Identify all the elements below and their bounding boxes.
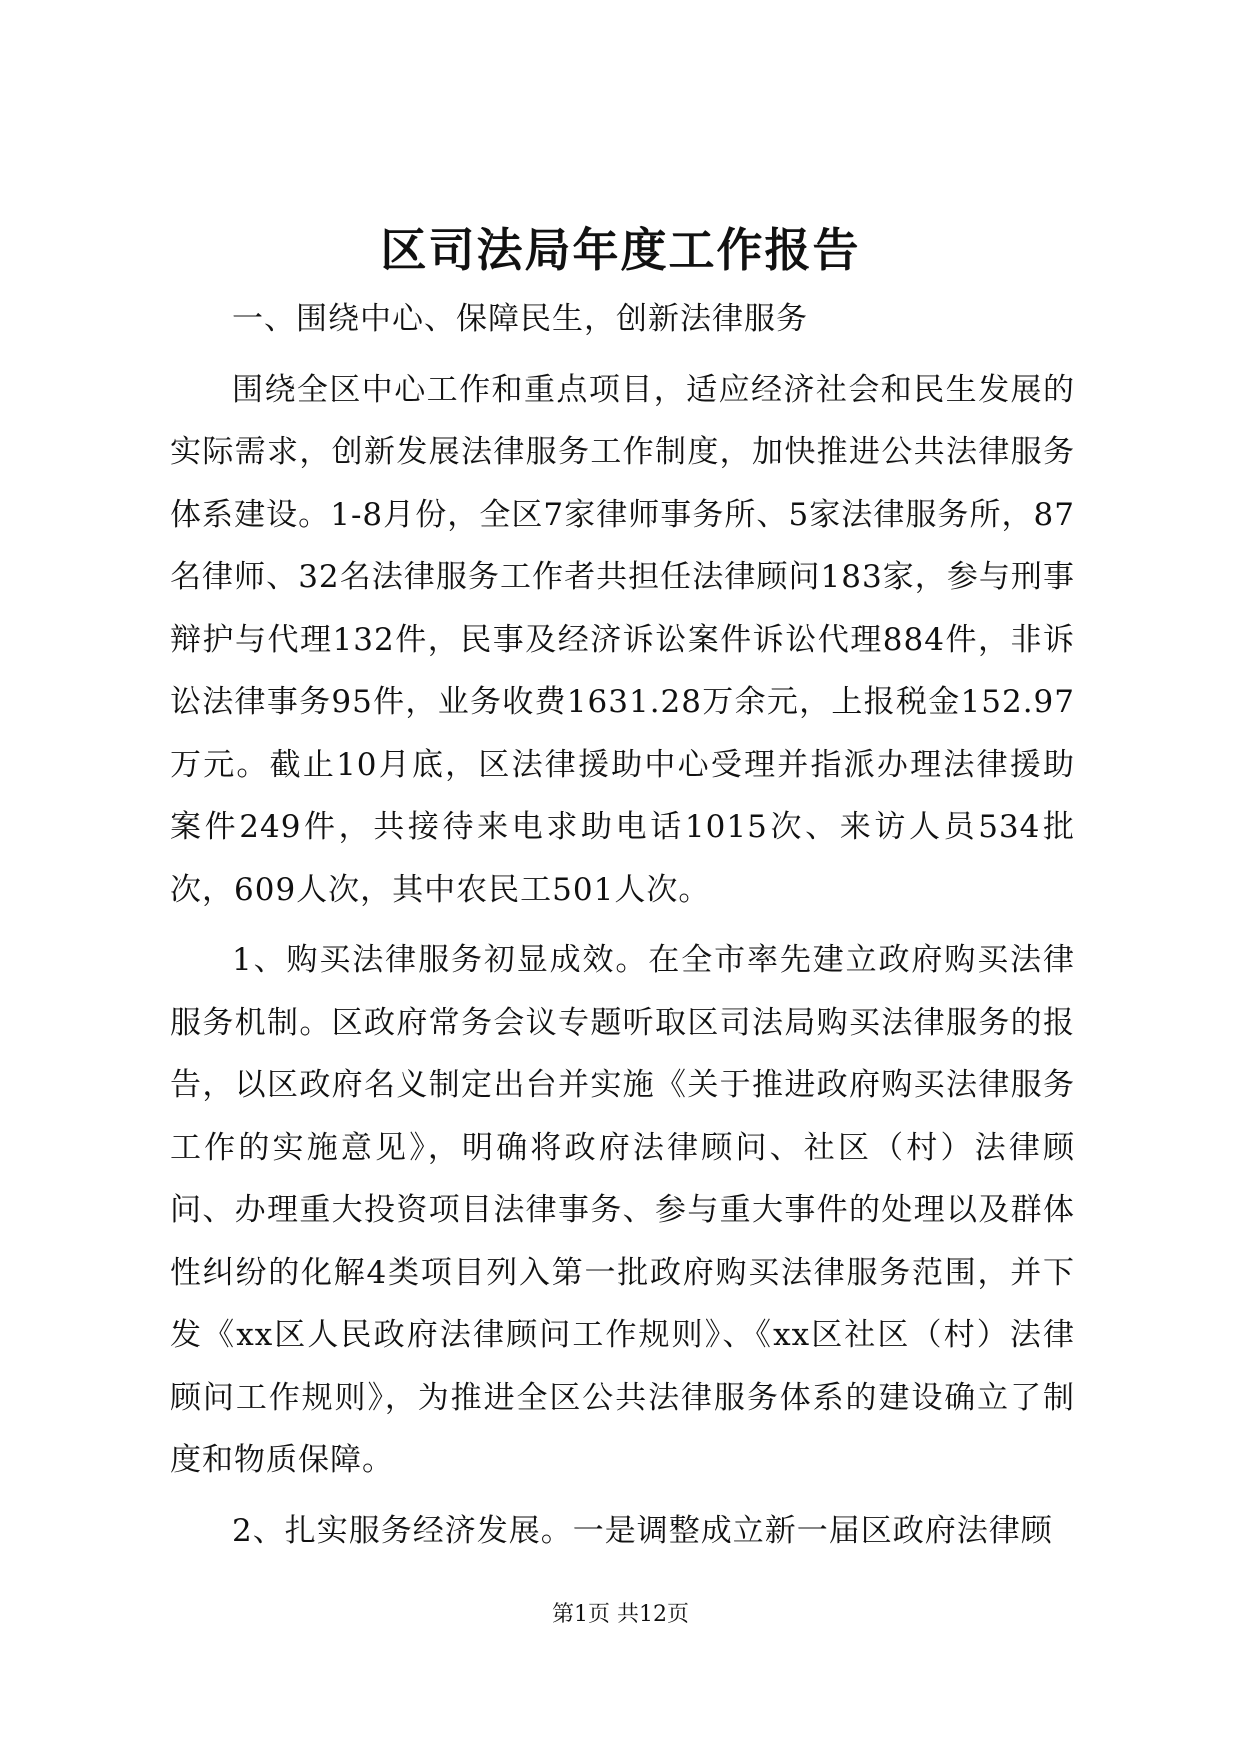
paragraph-item-1: 1、购买法律服务初显成效。在全市率先建立政府购买法律服务机制。区政府常务会议专题听取区司法局购买法律服务的报告，以区政府名义制定出台并实施《关于推进政府购买法律服务工作的实施意见》，明确将政府法律顾问、社区（村）法律顾问、办理重大投资项目法律事务、参与重大事件的处理以及群体性纠纷的化解4类项目列入第一批政府购买法律服务范围，并下发《xx区人民政府法律顾问工作规则》、《xx区社区（村）法律顾问工作规则》，为推进全区公共法律服务体系的建设确立了制度和物质保障。 [170, 942, 1075, 1478]
document-body [170, 288, 1075, 1570]
paragraph-overview: 围绕全区中心工作和重点项目，适应经济社会和民生发展的实际需求，创新发展法律服务工作制度，加快推进公共法律服务体系建设。1-8月份，全区7家律师事务所、5家法律服务所，87名律师、32名法律服务工作者共担任法律顾问183家，参与刑事辩护与代理132件，民事及经济诉讼案件诉讼代理884件，非诉讼法律事务95件，业务收费1631.28万余元，上报税金152.97万元。截止10月底，区法律援助中心受理并指派办理法律援助案件249件，共接待来电求助电话1015次、来访人员534批次，609人次，其中农民工501人次。 [170, 371, 1075, 908]
page-number-footer: 第1页 共12页 [552, 1602, 689, 1627]
section-heading: 一、围绕中心、保障民生，创新法律服务 [232, 301, 808, 337]
document-title: 区司法局年度工作报告 [380, 223, 861, 277]
paragraph-item-2: 2、扎实服务经济发展。一是调整成立新一届区政府法律顾 [232, 1512, 1053, 1549]
